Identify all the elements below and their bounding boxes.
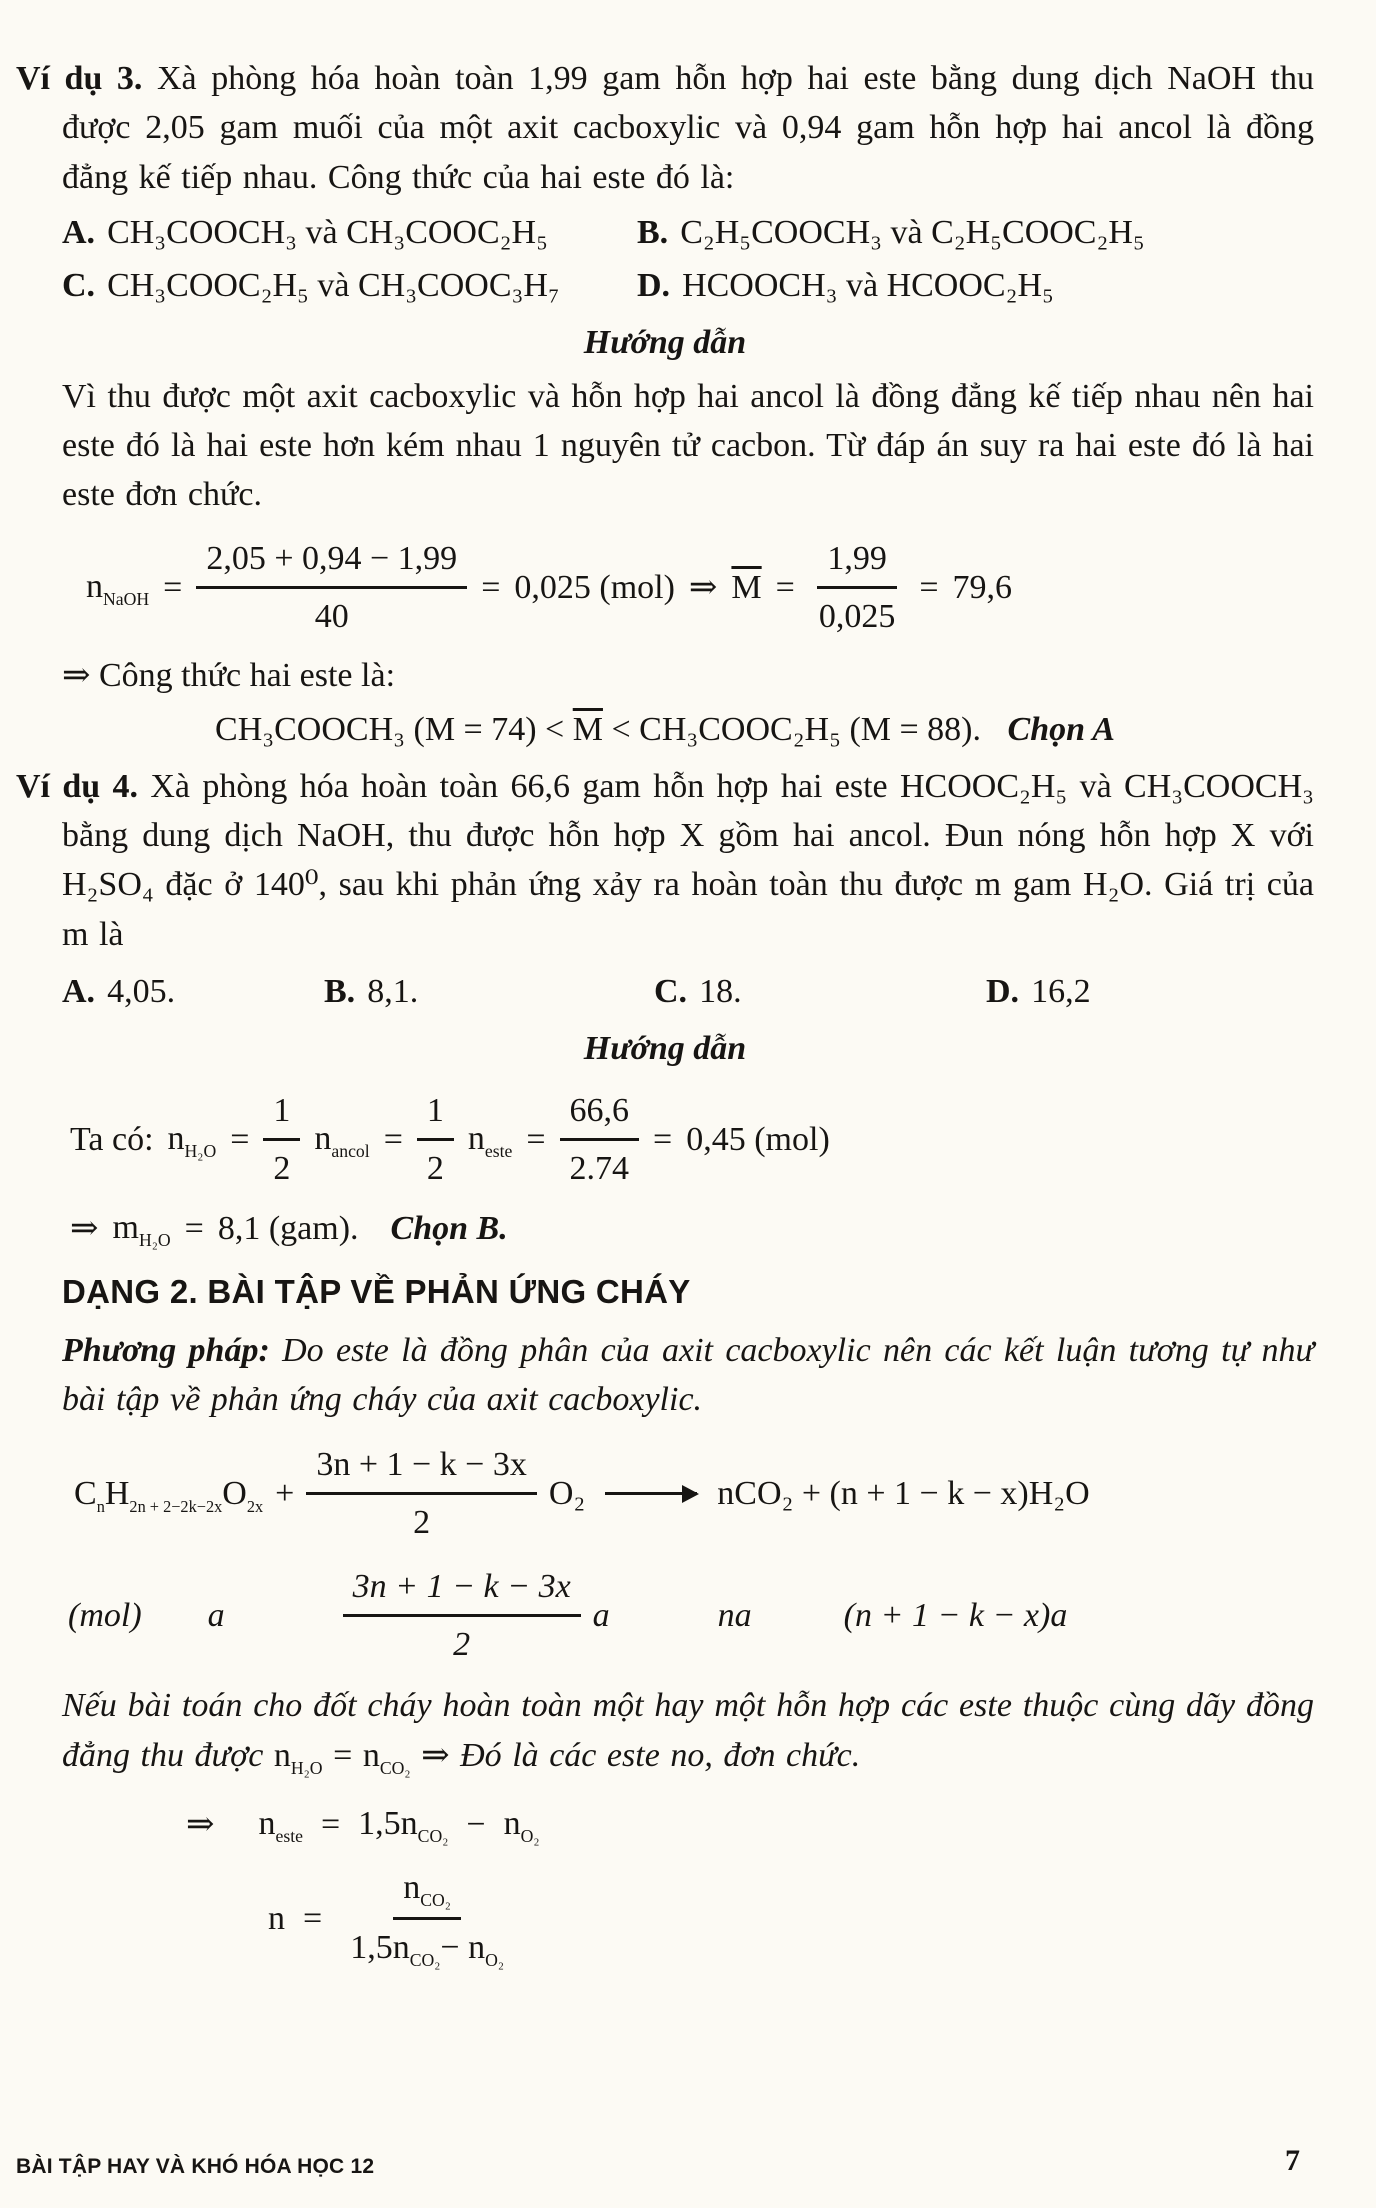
- o2-term: $n_{O_2}$: [503, 1805, 540, 1846]
- h-subscript: 2n + 2−2k−2x: [129, 1496, 223, 1516]
- equals-sign: =: [526, 1120, 546, 1158]
- example3-guide-text: Vì thu được một axit cacboxylic và hỗn hợp hai ancol là đồng đẳng kế tiếp nhau nên hai este đó là hai este hơn kém nhau 1 nguyên tử cacbon. Từ đáp án suy ra hai este đó là hai este đơn chức.: [62, 377, 1314, 514]
- mass-value: 8,1 (gam).: [217, 1209, 359, 1247]
- example4-option-a: [62, 967, 324, 1016]
- section2-heading: DẠNG 2. BÀI TẬP VỀ PHẢN ỨNG CHÁY: [62, 1272, 691, 1310]
- h2o-subscript: H₂O: [138, 1230, 171, 1251]
- example3-option-d: [637, 261, 1314, 310]
- example3-section: [16, 54, 1314, 754]
- example3-option-c: [62, 261, 637, 310]
- co2-term: $1,5n_{CO_2}$: [358, 1805, 449, 1846]
- one-half-fraction: [417, 1086, 454, 1194]
- h2o-subscript: H₂O: [290, 1757, 323, 1778]
- example3-answer: Chọn A: [1007, 710, 1115, 748]
- molar-mass-value: 79,6: [952, 568, 1013, 606]
- equals-sign: =: [320, 1805, 341, 1843]
- h2o-subscript: H₂O: [184, 1141, 217, 1162]
- mean-molar-mass-symbol: $\overline{M}$: [731, 568, 762, 606]
- equals-sign: =: [163, 568, 183, 606]
- o2-subscript: O₂: [485, 1949, 505, 1970]
- option-text: HCOOCH₃ và HCOOC₂H₅: [682, 267, 1054, 305]
- reaction-products: nCO₂ + (n + 1 − k − x)H₂O: [717, 1475, 1090, 1513]
- fraction-denominator: 2: [413, 1504, 431, 1542]
- example4-option-b: [324, 967, 654, 1016]
- carbon-number-fraction: [340, 1863, 514, 1973]
- n-h2o-variable: $n_{H_2O}$: [167, 1120, 217, 1162]
- example3-body: Xà phòng hóa hoàn toàn 1,99 gam hỗn hợp hai este bằng dung dịch NaOH thu được 2,05 gam muối của một axit cacboxylic và 0,94 gam hỗn hợp hai ancol là đồng đẳng kế tiếp nhau. Công thức của hai este đó là:: [62, 60, 1314, 196]
- fraction-numerator: 1: [417, 1086, 454, 1141]
- option-key: C.: [654, 973, 688, 1011]
- o2-subscript: O₂: [520, 1825, 540, 1846]
- mol-amount-a: a: [207, 1596, 225, 1634]
- mol-value: 0,45 (mol): [686, 1120, 830, 1158]
- equals-sign: =: [653, 1120, 673, 1158]
- method-paragraph: [16, 1326, 1314, 1425]
- example4-statement: [16, 762, 1314, 959]
- fraction-numerator: 2,05 + 0,94 − 1,99: [196, 534, 467, 589]
- equals-sign: =: [303, 1899, 323, 1937]
- mol-value: 0,025 (mol): [514, 568, 675, 606]
- option-text: C₂H₅COOCH₃ và C₂H₅COOC₂H₅: [680, 213, 1145, 251]
- n-co2-variable: $n_{CO_2}$: [362, 1736, 411, 1778]
- co2-subscript: CO₂: [417, 1825, 449, 1846]
- reaction-arrow-icon: [605, 1492, 697, 1495]
- option-key: A.: [62, 973, 96, 1011]
- example4-result: [70, 1203, 1314, 1253]
- fraction-denominator: 2: [426, 1149, 444, 1187]
- footer-page-number: 7: [1285, 2143, 1300, 2177]
- n-ancol-variable: $n_{ancol}$: [314, 1120, 370, 1162]
- n-este-variable: $n_{este}$: [258, 1805, 303, 1846]
- option-text: 4,05.: [107, 973, 176, 1011]
- example4-label: Ví dụ 4.: [16, 767, 139, 805]
- example4-option-d: [986, 967, 1314, 1016]
- option-text: 16,2: [1031, 973, 1091, 1011]
- fraction-denominator: 2.74: [569, 1149, 630, 1187]
- one-half-fraction: [263, 1086, 300, 1194]
- example3-options: [16, 208, 1314, 311]
- co2-subscript: CO₂: [420, 1890, 451, 1911]
- example3-option-b: [637, 208, 1314, 257]
- este-subscript: este: [275, 1825, 303, 1846]
- equals-sign: =: [184, 1209, 204, 1247]
- example3-conclusion: CH₃COOCH₃ $(M = 74) < \overline{M}$ < CH₃COOC₂H₅ (M = 88). Chọn A: [215, 710, 1115, 748]
- example3-guide-title: Hướng dẫn: [583, 324, 747, 362]
- n-este-variable: $n_{este}$: [467, 1120, 513, 1162]
- equals-sign: =: [481, 568, 501, 606]
- fraction-numerator: $n_{CO_2}$: [393, 1863, 461, 1919]
- equals-sign: =: [230, 1120, 250, 1158]
- option-text: CH₃COOC₂H₅ và CH₃COOC₃H₇: [107, 267, 560, 305]
- o-subscript: 2x: [246, 1496, 264, 1516]
- example3-equation: [86, 534, 1314, 642]
- implies-arrow: ⇒: [70, 1209, 99, 1247]
- example4-section: [16, 762, 1314, 1254]
- example4-body: Xà phòng hóa hoàn toàn 66,6 gam hỗn hợp hai este HCOOC₂H₅ và CH₃COOCH₃ bằng dung dịch NaOH, thu được hỗn hợp X gồm hai ancol. Đun nóng hỗn hợp X với H₂SO₄ đặc ở 140⁰, sau khi phản ứng xảy ra hoàn toàn thu được m gam H₂O. Giá trị của m là: [62, 767, 1314, 953]
- fraction-denominator: $1,5n_{CO_2}- n_{O_2}$: [350, 1928, 505, 1970]
- oxygen-coefficient-fraction: [306, 1440, 537, 1548]
- example4-answer: Chọn B.: [390, 1209, 508, 1247]
- co2-subscript: CO₂: [409, 1949, 441, 1970]
- example4-option-c: [654, 967, 986, 1016]
- oxygen-formula: O₂: [548, 1475, 586, 1513]
- mol-amount-na: na: [717, 1596, 752, 1634]
- option-key: D.: [986, 973, 1020, 1011]
- option-key: A.: [62, 213, 96, 251]
- example3-conclusion-lead: ⇒ Công thức hai este là:: [62, 657, 396, 695]
- m-h2o-variable: $m_{H_2O}$: [112, 1209, 171, 1251]
- option-text: 18.: [699, 973, 742, 1011]
- example3-label: Ví dụ 3.: [16, 60, 143, 97]
- method-text: Do este là đồng phân của axit cacboxylic nên các kết luận tương tự như bài tập về phản ứng cháy của axit cacboxylic.: [62, 1331, 1314, 1418]
- combustion-equation: [74, 1440, 1314, 1548]
- carbon-number-formula: [268, 1863, 1314, 1973]
- n-naoh-variable: $n_{NaOH}$: [86, 568, 150, 610]
- n-variable: n: [268, 1899, 285, 1937]
- molar-mass-fraction: [809, 534, 906, 642]
- ester-general-formula: $C_nH_{2n + 2-2k-2x}O_{2x}$: [74, 1475, 264, 1516]
- option-key: C.: [62, 267, 96, 305]
- example3-option-a: [62, 208, 637, 257]
- example4-options: [16, 967, 1314, 1016]
- option-text: CH₃COOCH₃ và CH₃COOC₂H₅: [107, 213, 548, 251]
- section-dang2: [16, 1268, 1314, 1974]
- mean-molar-mass-symbol: $\overline{M}$: [572, 710, 603, 748]
- n-h2o-variable: $n_{H_2O}$: [273, 1736, 323, 1778]
- mol-label: (mol): [68, 1596, 142, 1634]
- fraction-numerator: 1,99: [817, 534, 897, 589]
- footer-book-title: BÀI TẬP HAY VÀ KHÓ HÓA HỌC 12: [16, 2154, 375, 2178]
- minus-sign: −: [466, 1805, 486, 1843]
- fraction-numerator: 1: [263, 1086, 300, 1141]
- co2-subscript: CO₂: [379, 1757, 411, 1778]
- option-text: 8,1.: [367, 973, 419, 1011]
- combustion-note: Nếu bài toán cho đốt cháy hoàn toàn một hay một hỗn hợp các este thuộc cùng dãy đồng đẳng thu được $n_{H_2O} = n_{CO_2}$ ⇒ Đó là các este no, đơn chức.: [62, 1687, 1314, 1778]
- naoh-subscript: NaOH: [103, 589, 150, 610]
- este-subscript: este: [484, 1141, 513, 1162]
- equation-lead: Ta có:: [70, 1120, 154, 1158]
- ancol-subscript: ancol: [331, 1141, 370, 1162]
- equals-sign: =: [333, 1736, 353, 1774]
- method-label: Phương pháp:: [62, 1331, 270, 1369]
- equals-sign: =: [383, 1120, 403, 1158]
- fraction-numerator: 3n + 1 − k − 3x: [306, 1440, 537, 1495]
- mass-fraction: [196, 534, 467, 642]
- fraction-denominator: 40: [314, 597, 349, 635]
- implies-arrow: ⇒: [688, 568, 718, 606]
- fraction-denominator: 2: [273, 1149, 291, 1187]
- equals-sign: =: [775, 568, 795, 606]
- option-key: B.: [637, 213, 669, 251]
- fraction-numerator: 3n + 1 − k − 3x: [343, 1562, 581, 1617]
- implies-arrow: ⇒: [186, 1805, 215, 1843]
- fraction-denominator: 0,025: [818, 597, 896, 635]
- mass-over-molar-fraction: [560, 1086, 640, 1194]
- example4-guide-title: Hướng dẫn: [583, 1030, 747, 1068]
- fraction-denominator: 2: [453, 1626, 471, 1663]
- example4-equation: [70, 1086, 1314, 1194]
- mol-quantities-line: [68, 1562, 1314, 1670]
- example3-statement: [16, 54, 1314, 202]
- option-key: D.: [637, 267, 671, 305]
- mol-amount-water: (n + 1 − k − x)a: [843, 1596, 1068, 1634]
- mol-amount-a: a: [592, 1596, 610, 1634]
- fraction-numerator: 66,6: [560, 1086, 640, 1141]
- ester-moles-formula: [186, 1799, 1314, 1849]
- plus-sign: +: [275, 1475, 295, 1513]
- oxygen-coefficient-fraction: [343, 1562, 581, 1670]
- option-key: B.: [324, 973, 356, 1011]
- n-subscript: n: [96, 1496, 105, 1516]
- page-footer: [16, 2139, 1314, 2183]
- equals-sign: =: [919, 568, 939, 606]
